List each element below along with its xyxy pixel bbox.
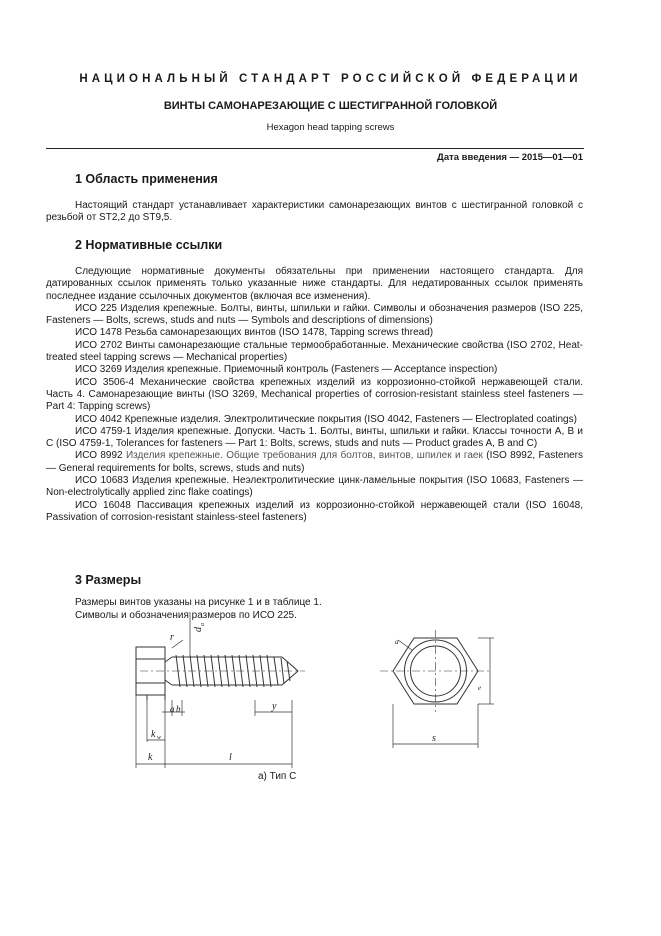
references-intro: Следующие нормативные документы обязательны при применении настоящего стандарта. Для датированных ссылок применять только указанные ниже стандарты. Для недатированных ссылок применять последнее издание ссылочных документов (включая все изменения).: [46, 266, 583, 302]
document-subtitle: Hexagon head tapping screws: [266, 122, 395, 133]
label-da: d: [193, 627, 204, 632]
hex-head-top-view: [380, 630, 494, 748]
reference-item: ИСО 1478 Резьба самонарезающих винтов (ISO 1478, Tapping screws thread): [75, 327, 434, 339]
introduction-date: Дата введения — 2015—01—01: [437, 152, 583, 163]
reference-item: ИСО 10683 Изделия крепежные. Неэлектролитические цинк-ламельные покрытия (ISO 10683, Fasteners — Non-electrolytically applied zinc flake coatings): [46, 475, 583, 499]
reference-item: ИСО 3506-4 Механические свойства крепежных изделий из коррозионно-стойкой нержавеющей стали. Часть 4. Самонарезающие винты (ISO 3269, Mechanical properties of corrosion-resistant stainless steel fasteners — Part 4: Tapping screws): [46, 376, 583, 413]
label-e: e: [478, 684, 482, 692]
section-3-heading: 3 Размеры: [75, 573, 142, 587]
label-da-sub: a: [200, 623, 206, 626]
reference-item: ИСО 4759-1 Изделия крепежные. Допуски. Часть 1. Болты, винты, шпильки и гайки. Классы точности А, В и С (ISO 4759-1, Tolerances for fasteners — Part 1: Bolts, screws, studs and nuts — Product grades A, B and C): [46, 425, 583, 450]
label-a-top: a: [395, 638, 399, 646]
dimensions-line: Размеры винтов указаны на рисунке 1 и в таблице 1.: [75, 597, 322, 608]
section-1-heading: 1 Область применения: [75, 172, 218, 186]
label-b: b: [176, 704, 181, 714]
reference-item: ИСО 2702 Винты самонарезающие стальные термообработанные. Механические свойства (ISO 2702, Heat-treated steel tapping screws — Mechanical properties): [46, 339, 583, 364]
dimension-lines: [136, 695, 292, 768]
reference-item: ИСО 225 Изделия крепежные. Болты, винты, шпильки и гайки. Символы и обозначения размеров (ISO 225, Fasteners — Bolts, screws, studs and nuts — Symbols and descriptions of dimensions): [46, 302, 583, 327]
label-k: k: [148, 752, 153, 763]
label-r: r: [170, 632, 174, 643]
ref-english: (ISO 8992, Fasteners — General requirements for bolts, screws, studs and nuts): [46, 450, 584, 474]
label-l: l: [229, 752, 232, 763]
scope-paragraph: Настоящий стандарт устанавливает характеристики самонарезающих винтов с шестигранной головкой с резьбой от ST2,2 до ST9,5.: [46, 200, 583, 224]
reference-item: ИСО 4042 Крепежные изделия. Электролитические покрытия (ISO 4042, Fasteners — Electroplated coatings): [75, 413, 577, 425]
document-title: ВИНТЫ САМОНАРЕЗАЮЩИЕ С ШЕСТИГРАННОЙ ГОЛОВКОЙ: [163, 100, 498, 112]
label-s: s: [432, 733, 436, 744]
ref-code: ИСО 8992: [75, 450, 123, 462]
label-kw: k: [151, 729, 156, 740]
symbols-line: Символы и обозначения размеров по ИСО 225.: [75, 610, 297, 621]
ref-grey-title: Изделия крепежные. Общие требования для болтов, винтов, шпилек и гаек: [125, 450, 483, 462]
reference-item: ИСО 16048 Пассивация крепежных изделий из коррозионно-стойкой нержавеющей стали (ISO 16048, Passivation of corrosion-resistant stainless-steel fasteners): [46, 499, 583, 523]
label-a: a: [170, 704, 175, 714]
national-standard-banner: НАЦИОНАЛЬНЫЙ СТАНДАРТ РОССИЙСКОЙ ФЕДЕРАЦИИ: [79, 73, 582, 85]
label-y: y: [272, 701, 277, 712]
figure-caption: а) Тип С: [258, 771, 297, 782]
section-2-heading: 2 Нормативные ссылки: [75, 238, 223, 252]
reference-item: ИСО 3269 Изделия крепежные. Приемочный контроль (Fasteners — Acceptance inspection): [75, 364, 498, 376]
label-kw-sub: w: [157, 735, 162, 741]
